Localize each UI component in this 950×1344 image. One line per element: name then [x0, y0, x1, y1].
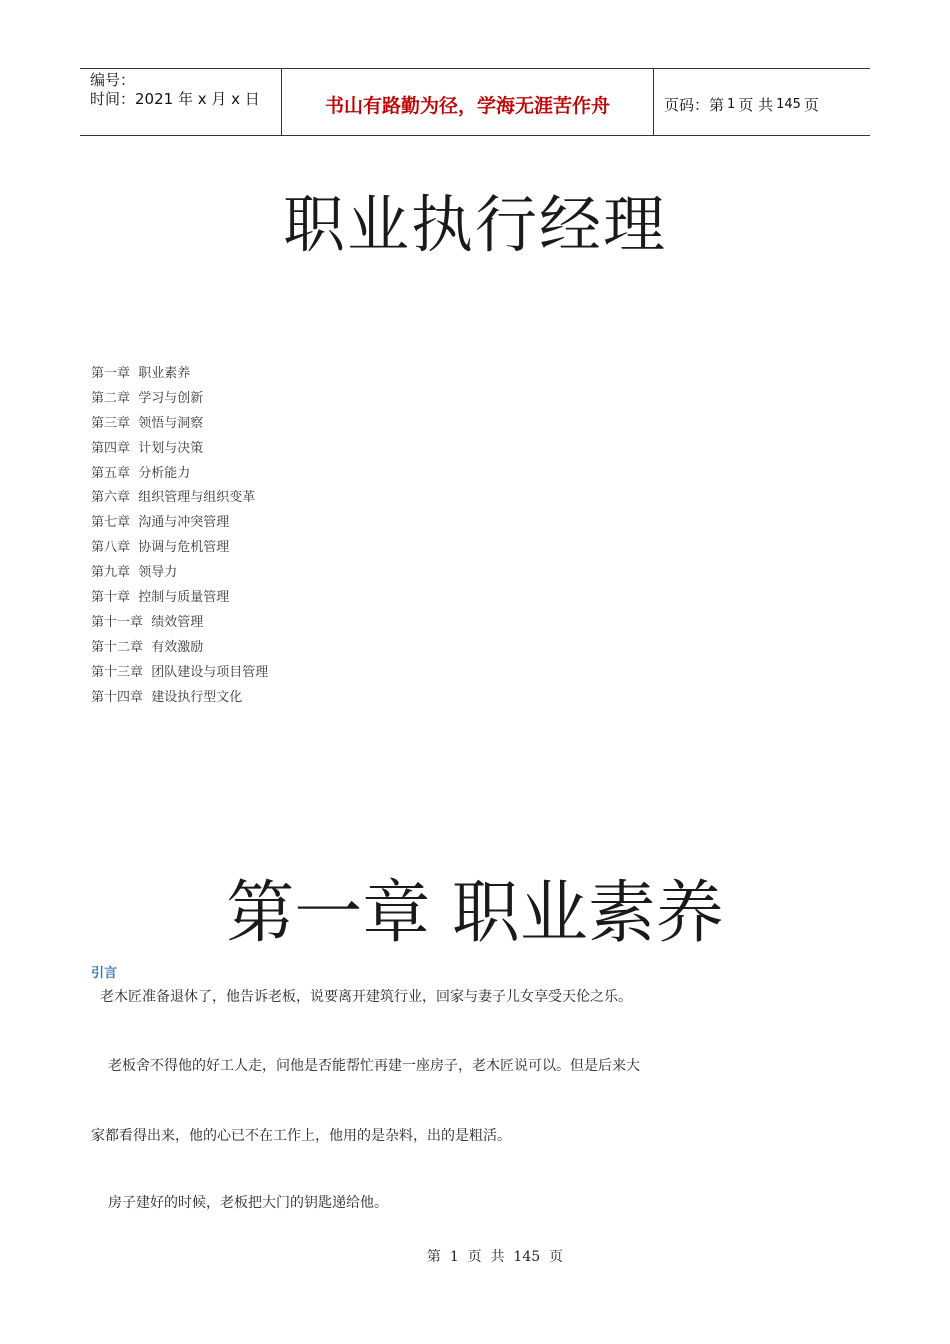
- toc-item[interactable]: 第六章 组织管理与组织变革: [91, 490, 256, 506]
- page-current: 1: [727, 96, 736, 112]
- motto-text: 书山有路勤为径，学海无涯苦作舟: [324, 94, 610, 117]
- toc-item[interactable]: 第四章 计划与决策: [91, 440, 204, 456]
- toc-item[interactable]: 第十四章 建设执行型文化: [91, 689, 243, 705]
- document-title: 职业执行经理: [282, 188, 667, 261]
- page-mid: 页 共: [738, 95, 774, 114]
- header-motto: [281, 69, 654, 135]
- paragraph: 家都看得出来，他的心已不在工作上，他用的是杂料，出的是粗活。: [91, 1128, 511, 1144]
- header-meta: [80, 69, 281, 135]
- toc-item[interactable]: 第十三章 团队建设与项目管理: [91, 664, 269, 680]
- toc-item[interactable]: 第十章 控制与质量管理: [91, 590, 230, 606]
- paragraph: 老木匠准备退休了，他告诉老板，说要离开建筑行业，回家与妻子儿女享受天伦之乐。: [100, 989, 632, 1005]
- toc-item[interactable]: 第三章 领悟与洞察: [91, 415, 204, 431]
- toc-item[interactable]: 第九章 领导力: [91, 565, 178, 581]
- page-footer: 第 1 页 共 145 页: [426, 1249, 564, 1265]
- toc-item[interactable]: 第二章 学习与创新: [91, 390, 204, 406]
- document-number-label: 编号：: [90, 71, 136, 89]
- page-total: 145: [776, 96, 801, 112]
- paragraph: 老板舍不得他的好工人走，问他是否能帮忙再建一座房子，老木匠说可以。但是后来大: [108, 1058, 640, 1074]
- header-page-number: [654, 69, 870, 135]
- table-of-contents: [91, 364, 268, 712]
- toc-item[interactable]: 第七章 沟通与冲突管理: [91, 515, 230, 531]
- toc-item[interactable]: 第一章 职业素养: [91, 366, 191, 381]
- toc-item[interactable]: 第十一章 绩效管理: [91, 614, 204, 630]
- document-time: 时间：2021 年 x 月 x 日: [90, 90, 260, 108]
- toc-item[interactable]: 第八章 协调与危机管理: [91, 540, 230, 556]
- toc-item[interactable]: 第十二章 有效激励: [91, 639, 204, 655]
- section-heading: 引言: [91, 966, 118, 981]
- chapter-title: 第一章 职业素养: [226, 874, 724, 953]
- paragraph: 房子建好的时候，老板把大门的钥匙递给他。: [108, 1195, 388, 1211]
- page-header: [80, 68, 870, 136]
- toc-item[interactable]: 第五章 分析能力: [91, 465, 191, 481]
- page-suffix: 页: [803, 95, 819, 114]
- page-prefix: 页码：第: [664, 95, 725, 114]
